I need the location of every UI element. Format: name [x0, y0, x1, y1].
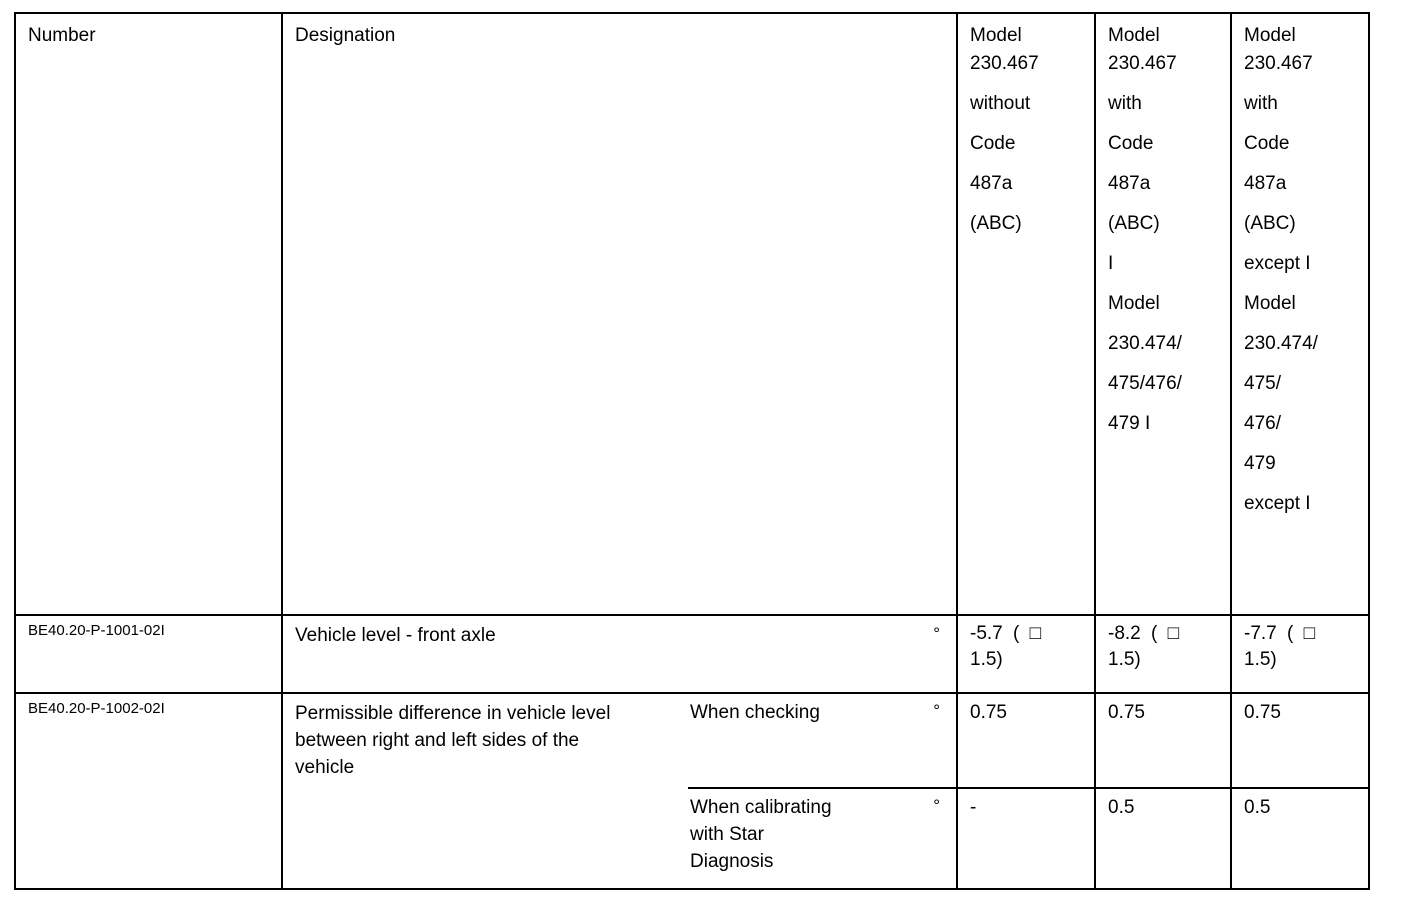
value-cell-model-c: -7.7 ( □ 1.5) — [1244, 623, 1316, 670]
designation-cell: Permissible difference in vehicle level between right and left sides of the vehicle — [295, 703, 611, 778]
header-designation — [283, 14, 958, 614]
unit-degree: ° — [933, 624, 940, 643]
designation-cell — [283, 616, 958, 692]
value-cell-model-b: 0.75 — [1096, 694, 1232, 787]
condition-cell-when-calibrating — [688, 787, 958, 888]
header-model-without-code-487a: Model 230.467 without Code 487a (ABC) — [958, 14, 1096, 614]
unit-degree: ° — [933, 796, 940, 815]
condition-label: When checking — [690, 702, 820, 723]
unit-degree: ° — [933, 701, 940, 720]
header-number-label: Number — [28, 25, 96, 46]
specification-table — [14, 12, 1370, 890]
value-cell-model-a: -5.7 ( □ 1.5) — [958, 616, 1096, 692]
value-cell-model-a: 0.75 — [958, 694, 1096, 787]
value-cell-model-c: 0.5 — [1232, 787, 1368, 888]
header-model-with-code-487a-except: Model 230.467 with Code 487a (ABC) except I Model 230.474/ 475/ 476/ 479 except I — [1244, 25, 1318, 514]
table-row-be40-20-p-1001 — [16, 614, 1368, 692]
condition-label: When calibrating with Star Diagnosis — [690, 797, 832, 872]
condition-cell-when-checking — [688, 694, 958, 787]
value-cell-model-c: 0.75 — [1244, 702, 1281, 723]
table-header-row — [16, 14, 1368, 614]
header-model-with-code-487a: Model 230.467 with Code 487a (ABC) I Model 230.474/ 475/476/ 479 I — [1096, 14, 1232, 614]
number-cell: BE40.20-P-1001-02I — [16, 616, 283, 692]
value-cell-model-b: -8.2 ( □ 1.5) — [1096, 616, 1232, 692]
header-number — [16, 14, 283, 614]
value-cell-model-b: 0.5 — [1096, 787, 1232, 888]
number-cell: BE40.20-P-1002-02I — [16, 694, 283, 888]
table-row-be40-20-p-1002 — [16, 692, 1368, 888]
designation-label: Vehicle level - front axle — [295, 625, 496, 646]
header-designation-label: Designation — [295, 25, 396, 46]
value-cell-model-a: - — [958, 787, 1096, 888]
